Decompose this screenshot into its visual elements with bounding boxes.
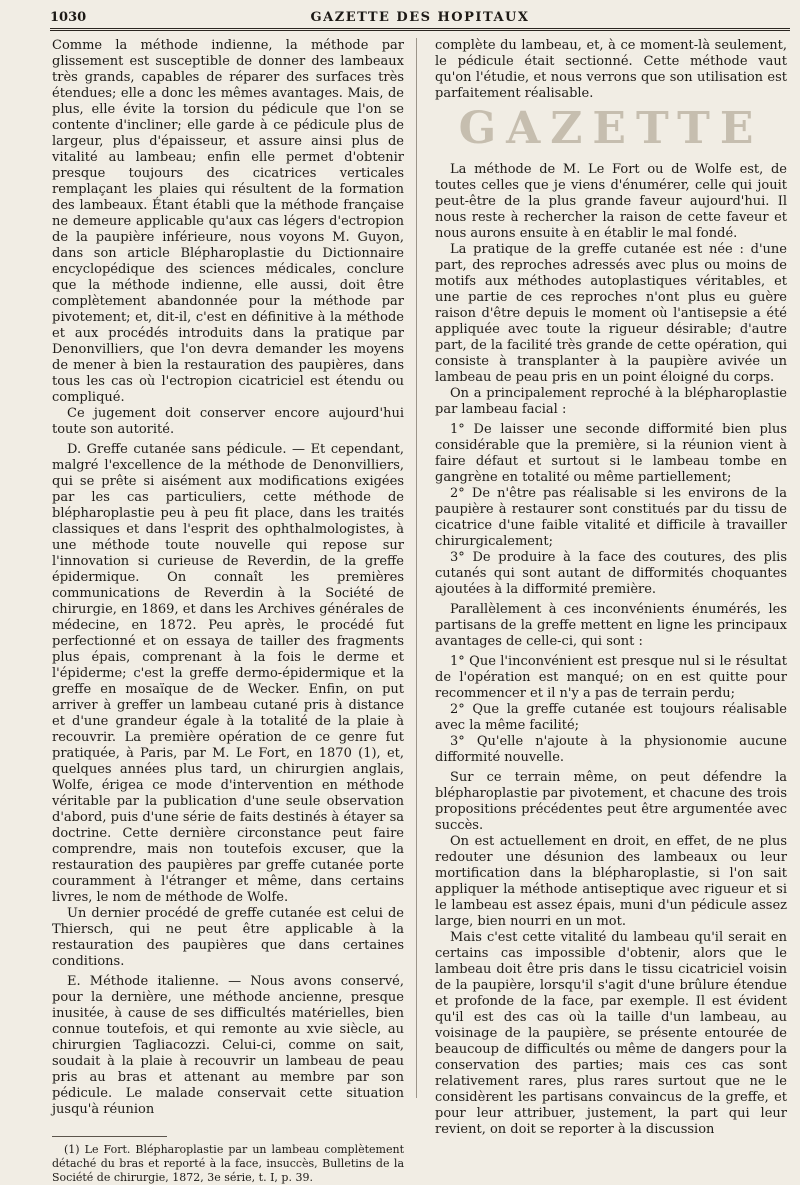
- list-item: 2° Que la greffe cutanée est toujours réalisable avec la même facilité;: [435, 702, 787, 733]
- reproaches-list: [435, 422, 787, 598]
- list-item: 1° De laisser une seconde difformité bien plus considérable que la première, si la réunion vient à faire défaut et surtout si le lambeau tombe en gangrène en totalité ou même partiellement;: [435, 422, 787, 485]
- paragraph-reproaches-intro: On a principalement reproché à la blépharoplastie par lambeau facial :: [435, 386, 787, 417]
- left-column: [52, 38, 404, 1185]
- list-item: 3° Qu'elle n'ajoute à la physionomie aucune difformité nouvelle.: [435, 734, 787, 765]
- footnote-divider: [52, 1136, 167, 1137]
- paragraph-judgement: Ce jugement doit conserver encore aujourd'hui toute son autorité.: [52, 406, 404, 437]
- column-divider: [416, 38, 417, 1098]
- advantages-list: [435, 654, 787, 766]
- paragraph-thiersch: Un dernier procédé de greffe cutanée est celui de Thiersch, qui ne peut être applicable à la restauration des paupières que dans certaines conditions.: [52, 906, 404, 969]
- paragraph-vitalite: Mais c'est cette vitalité du lambeau qu'il serait en certains cas impossible d'obtenir, alors que le lambeau doit être pris dans le tissu cicatriciel voisin de la paupière, lorsqu'il s'agit d'une brûlure étendue et profonde de la face, par exemple. Il est évident qu'il est des cas où la taille d'un lambeau, au voisinage de la paupière, se présente entourée de beaucoup de difficultés ou même de dangers pour la conservation des parties; mais ces cas sont relativement rares, plus rares surtout que ne le considèrent les partisans convaincus de la greffe, et pour leur attribuer, justement, la part qui leur revient, on doit se reporter à la discussion: [435, 930, 787, 1137]
- right-column: [435, 38, 787, 1138]
- list-item: 3° De produire à la face des coutures, des plis cutanés qui sont autant de difformités choquantes ajoutées à la difformité première.: [435, 550, 787, 597]
- paragraph-advantages-intro: Parallèlement à ces inconvénients énumérés, les partisans de la greffe mettent en ligne les principaux avantages de celle-ci, qui sont :: [435, 602, 787, 649]
- journal-title: GAZETTE DES HOPITAUX: [310, 10, 530, 25]
- page-header: [50, 8, 790, 31]
- list-item: 2° De n'être pas réalisable si les environs de la paupière à restaurer sont constitués par du tissu de cicatrice d'une faible vitalité et difficile à travailler chirurgicalement;: [435, 486, 787, 549]
- paragraph-pivotement-defense: Sur ce terrain même, on peut défendre la blépharoplastie par pivotement, et chacune des trois propositions précédentes peut être argumentée avec succès.: [435, 770, 787, 833]
- page-number: 1030: [50, 10, 87, 25]
- paragraph-antisepsie: On est actuellement en droit, en effet, de ne plus redouter une désunion des lambeaux ou leur mortification dans la blépharoplastie, si l'on sait appliquer la méthode antiseptique avec rigueur et si le lambeau est assez épais, muni d'un pédicule assez large, bien nourri en un mot.: [435, 834, 787, 929]
- paragraph-continuation: complète du lambeau, et, à ce moment-là seulement, le pédicule était sectionné. Cette méthode vaut qu'on l'étudie, et nous verrons que son utilisation est parfaitement réalisable.: [435, 38, 787, 101]
- paragraph-section-d-greffe: D. Greffe cutanée sans pédicule. — Et cependant, malgré l'excellence de la méthode de Denonvilliers, qui se prête si aisément aux modifications exigées par les cas particuliers, cette méthode de blépharoplastie peu à peu fit place, dans les traités classiques et dans l'esprit des ophthalmologistes, à une méthode toute nouvelle qui repose sur l'innovation si curieuse de Reverdin, de la greffe épidermique. On connaît les premières communications de Reverdin à la Société de chirurgie, en 1869, et dans les Archives générales de médecine, en 1872. Peu après, le procédé fut perfectionné et on essaya de tailler des fragments plus épais, comprenant à la fois le derme et l'épiderme; c'est la greffe dermo-épidermique et la greffe en mosaïque de de Wecker. Enfin, on put arriver à greffer un lambeau cutané pris à distance et d'une grandeur égale à la totalité de la plaie à recouvrir. La première opération de ce genre fut pratiquée, à Paris, par M. Le Fort, en 1870 (1), et, quelques années plus tard, un chirurgien anglais, Wolfe, érigea ce mode d'intervention en méthode véritable par la publication d'une seule observation d'abord, puis d'une série de faits destinés à étayer sa doctrine. Cette dernière circonstance peut faire comprendre, mais non toutefois excuser, que la restauration des paupières par greffe cutanée porte couramment à l'étranger et même, dans certains livres, le nom de méthode de Wolfe.: [52, 442, 404, 905]
- paragraph-greffe-origin: La pratique de la greffe cutanée est née : d'une part, des reproches adressés avec plus ou moins de motifs aux méthodes autoplastiques véritables, et une partie de ces reproches n'ont plus eu guère raison d'être depuis le moment où l'antisepsie a été appliquée avec toute la rigueur désirable; d'autre part, de la facilité très grande de cette opération, qui consiste à transplanter à la paupière avivée un lambeau de peau pris en un point éloigné du corps.: [435, 242, 787, 385]
- paragraph-section-e-italienne: E. Méthode italienne. — Nous avons conservé, pour la dernière, une méthode ancienne, presque inusitée, à cause de ses difficultés matérielles, bien connue toutefois, et qui remonte au xvie siècle, au chirurgien Tagliacozzi. Celui-ci, comme on sait, soudait à la plaie à recouvrir un lambeau de peau pris au bras et attenant au membre par son pédicule. Le malade conservait cette situation jusqu'à réunion: [52, 974, 404, 1117]
- list-item: 1° Que l'inconvénient est presque nul si le résultat de l'opération est manqué; on en est quitte pour recommencer et il n'y a pas de terrain perdu;: [435, 654, 787, 701]
- watermark-stamp: GAZETTE: [458, 106, 764, 152]
- paragraph-methods-comparison: Comme la méthode indienne, la méthode par glissement est susceptible de donner des lambeaux très grands, capables de réparer des surfaces très étendues; elle a donc les mêmes avantages. Mais, de plus, elle évite la torsion du pédicule que l'on se contente d'incliner; elle garde à ce pédicule plus de largeur, plus d'épaisseur, et assure ainsi plus de vitalité au lambeau; enfin elle permet d'obtenir presque toujours des cicatrices verticales remplaçant les plaies qui résultent de la formation des lambeaux. Étant établi que la méthode française ne demeure applicable qu'aux cas légers d'ectropion de la paupière inférieure, nous voyons M. Guyon, dans son article Blépharoplastie du Dictionnaire encyclopédique des sciences médicales, conclure que la méthode indienne, elle aussi, doit être complètement abandonnée pour la méthode par pivotement; et, dit-il, c'est en définitive à la méthode et aux procédés introduits dans la pratique par Denonvilliers, que l'on devra demander les moyens de mener à bien la restauration des paupières, dans tous les cas où l'ectropion cicatriciel est étendu ou compliqué.: [52, 38, 404, 405]
- footnote: (1) Le Fort. Blépharoplastie par un lambeau complètement détaché du bras et reporté à la face, insuccès, Bulletins de la Société de chirurgie, 1872, 3e série, t. I, p. 39.: [52, 1143, 404, 1184]
- paragraph-le-fort-method: La méthode de M. Le Fort ou de Wolfe est, de toutes celles que je viens d'énumérer, celle qui jouit peut-être de la plus grande faveur aujourd'hui. Il nous reste à rechercher la raison de cette faveur et nous aurons ensuite à en établir le mal fondé.: [435, 162, 787, 241]
